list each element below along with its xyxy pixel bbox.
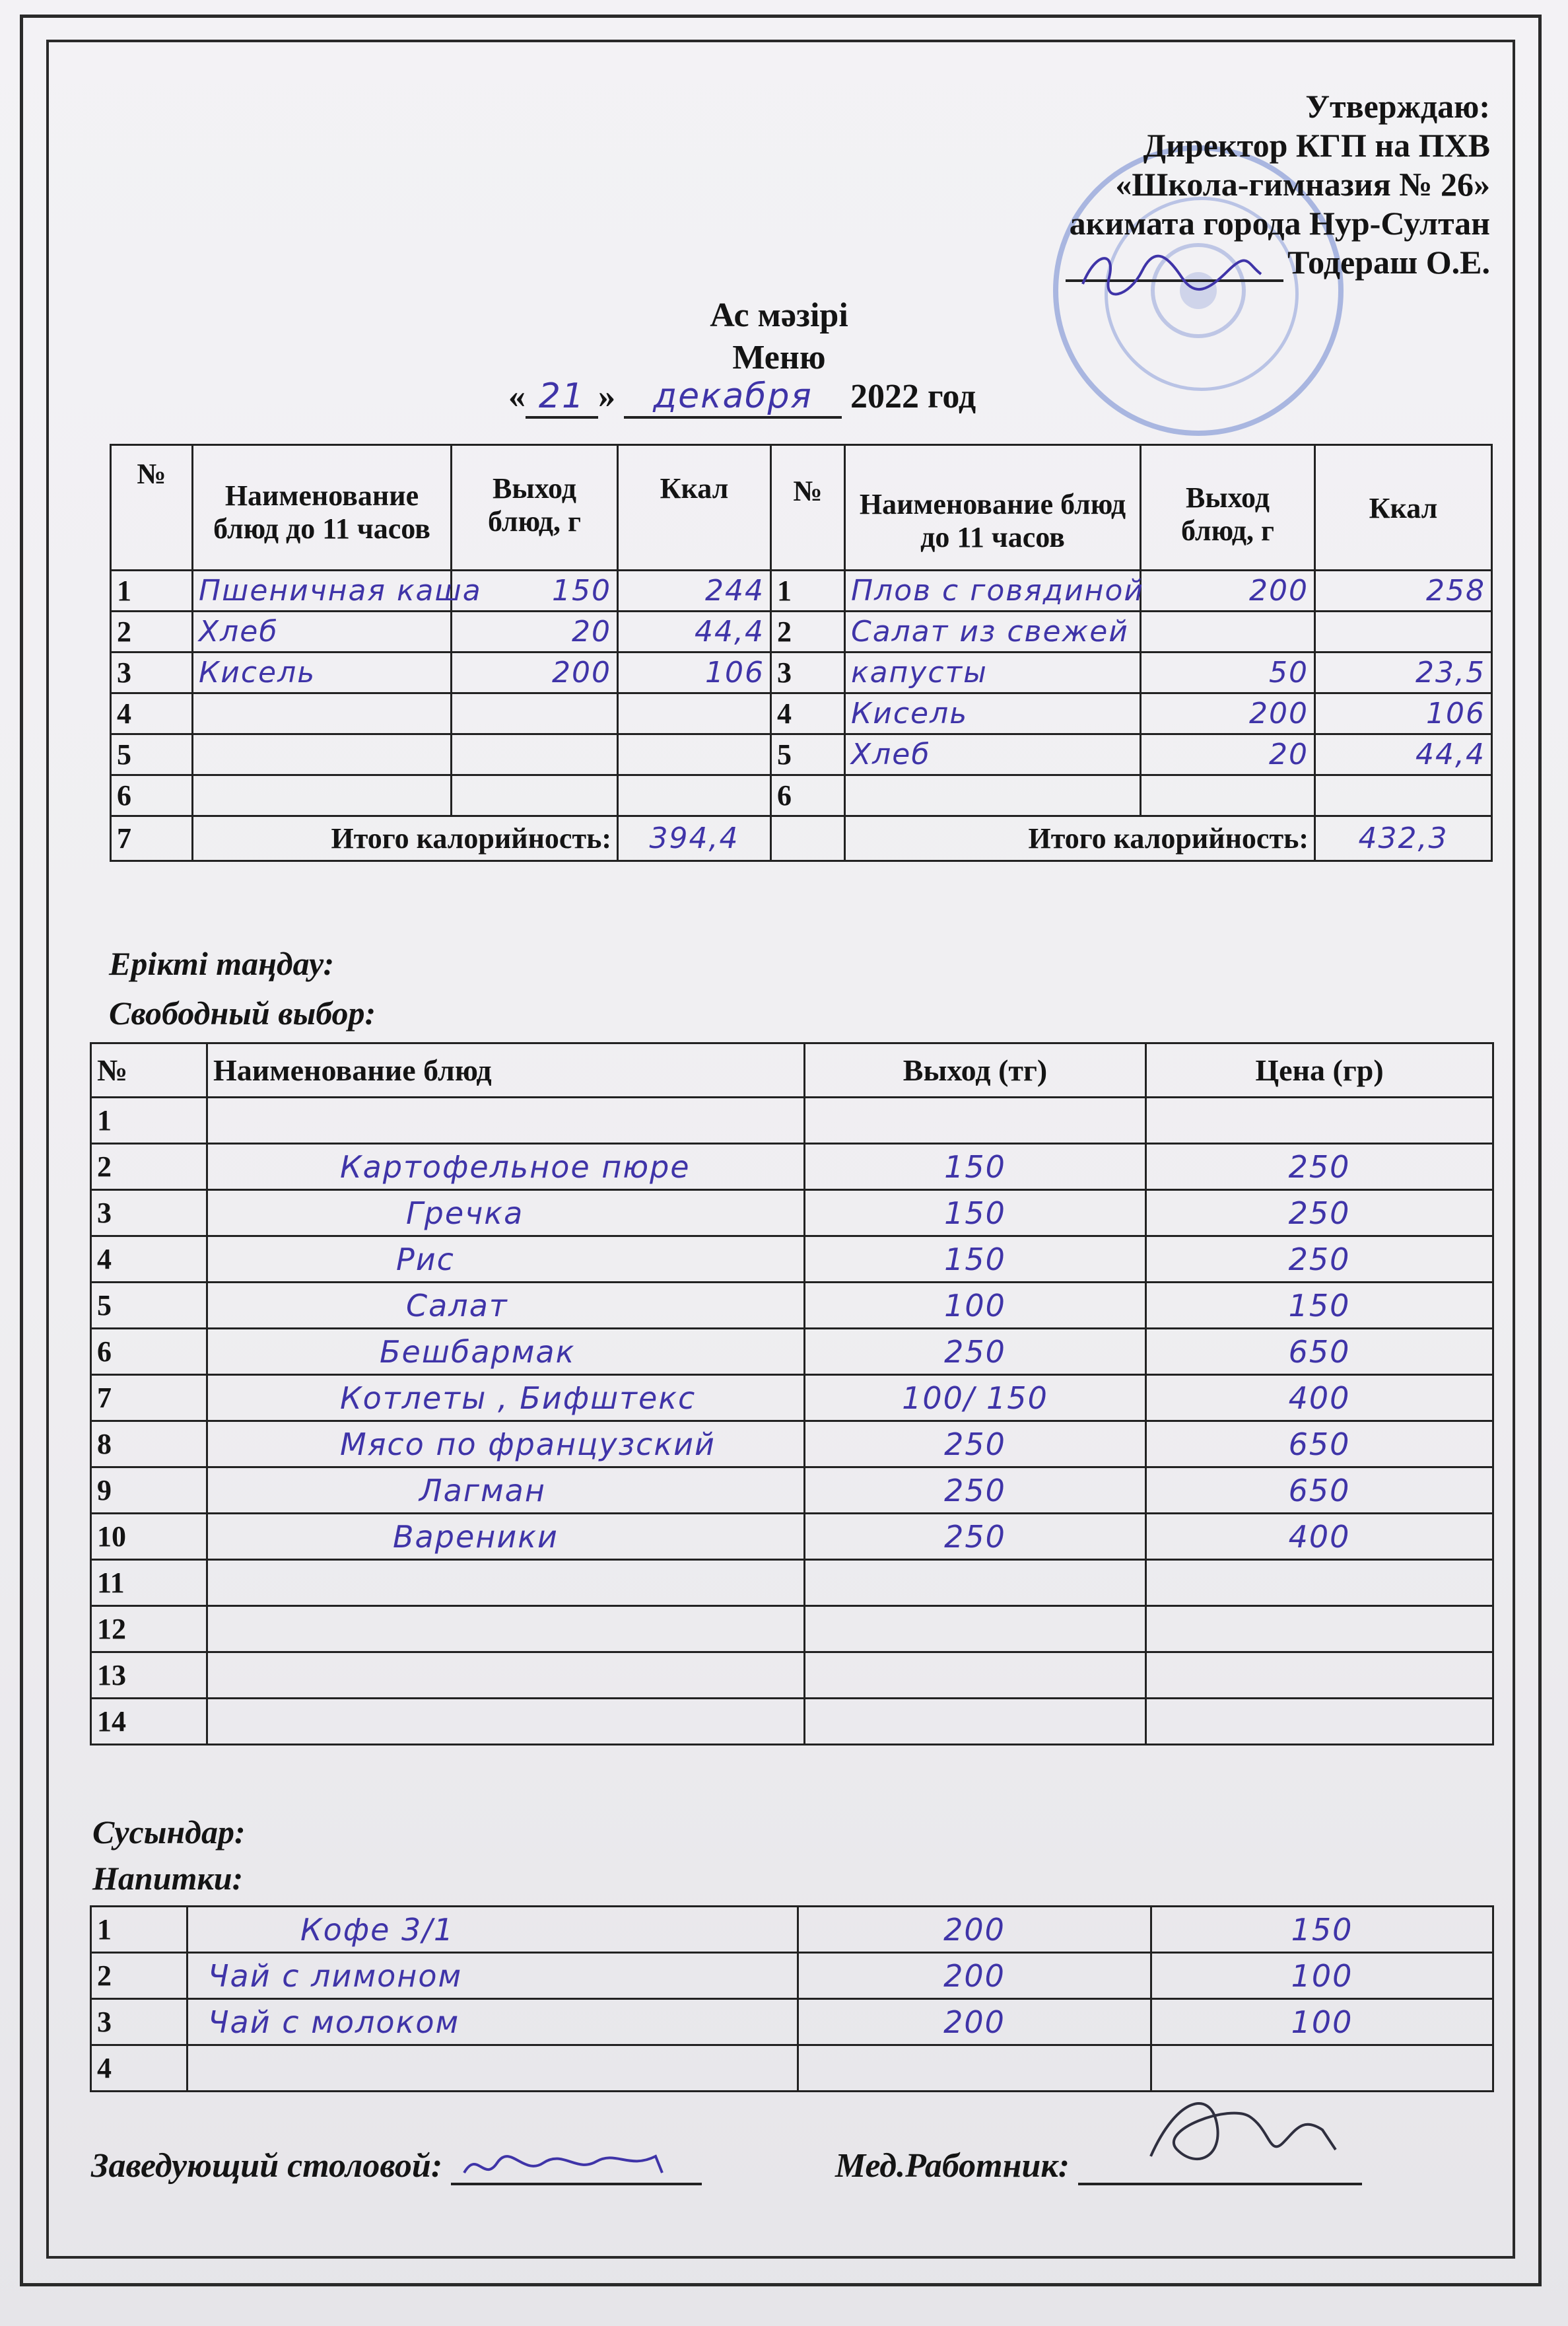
dish-name: Салат — [207, 1283, 805, 1329]
total-row: 7 Итого калорийность: 394,4 Итого калорийность: 432,3 — [111, 816, 1492, 861]
date-month: декабря — [624, 376, 842, 419]
dish-name: Лагман — [207, 1467, 805, 1514]
drinks-label-ru: Напитки: — [92, 1860, 244, 1897]
table-row: 3 Чай с молоком 200 100 — [91, 1999, 1493, 2045]
menu-date — [508, 376, 976, 419]
dish-name: Картофельное пюре — [207, 1144, 805, 1190]
fc-col-price: Цена (гр) — [1146, 1043, 1493, 1098]
dish-name: Кисель — [845, 693, 1141, 734]
table-row: 1 — [91, 1098, 1493, 1144]
menu-title-kz: Ас мәзірі — [710, 297, 848, 334]
dish-name: Мясо по французский — [207, 1421, 805, 1467]
medic-signature-field — [835, 2146, 1362, 2185]
table-row: 3 Кисель 200 106 3 капусты 50 23,5 — [111, 652, 1492, 693]
dish-name: Плов с говядиной — [845, 571, 1141, 612]
approval-title: Утверждаю: — [1305, 88, 1490, 125]
free-choice-label-kz: Ерікті таңдау: — [109, 945, 335, 982]
date-day: 21 — [526, 376, 598, 419]
table-row: 3 Гречка 150 250 — [91, 1190, 1493, 1236]
dish-name: Рис — [207, 1236, 805, 1283]
dish-name: Салат из свежей — [845, 612, 1141, 652]
dish-name: Гречка — [207, 1190, 805, 1236]
drinks-table — [90, 1905, 1494, 2092]
drink-name: Чай с лимоном — [187, 1953, 798, 1999]
table-row: 1 Пшеничная каша 150 244 1 Плов с говядиной 200 258 — [111, 571, 1492, 612]
table-row: 7 Котлеты , Бифштекс 100/ 150 400 — [91, 1375, 1493, 1421]
date-quote-close: » — [598, 378, 615, 415]
canteen-signature — [458, 2143, 695, 2183]
col-name-left: Наименование блюд до 11 часов — [193, 445, 452, 571]
col-kcal-right: Ккал — [1315, 445, 1492, 571]
col-yield-right: Выход блюд, г — [1141, 445, 1315, 571]
table-row: 2 Хлеб 20 44,4 2 Салат из свежей — [111, 612, 1492, 652]
drink-name: Кофе 3/1 — [187, 1907, 798, 1953]
total-right-value: 432,3 — [1315, 816, 1492, 861]
approval-school: «Школа-гимназия № 26» — [1115, 166, 1490, 203]
table-row: 4 4 Кисель 200 106 — [111, 693, 1492, 734]
medic-signature — [1138, 2077, 1355, 2176]
director-signature — [1070, 244, 1268, 304]
table-row: 4 — [91, 2045, 1493, 2092]
table-row: 12 — [91, 1606, 1493, 1652]
table-row: 5 5 Хлеб 20 44,4 — [111, 734, 1492, 775]
dish-name: капусты — [845, 652, 1141, 693]
total-label-right: Итого калорийность: — [845, 816, 1315, 861]
col-name-right: Наименование блюд до 11 часов — [845, 445, 1141, 571]
approval-position: Директор КГП на ПХВ — [1143, 127, 1490, 164]
table-row: 11 — [91, 1560, 1493, 1606]
director-name: Тодераш О.Е. — [1287, 244, 1490, 281]
table-row: 2 Чай с лимоном 200 100 — [91, 1953, 1493, 1999]
col-num-left: № — [111, 445, 193, 571]
table-row: 9 Лагман 250 650 — [91, 1467, 1493, 1514]
menu-title-ru: Меню — [732, 339, 826, 376]
fc-col-num: № — [91, 1043, 207, 1098]
total-label-left: Итого калорийность: — [193, 816, 618, 861]
medic-label: Мед.Работник: — [835, 2147, 1070, 2185]
total-left-value: 394,4 — [618, 816, 771, 861]
menu-table — [110, 444, 1493, 862]
table-row: 13 — [91, 1652, 1493, 1699]
table-row: 2 Картофельное пюре 150 250 — [91, 1144, 1493, 1190]
dish-name: Хлеб — [193, 612, 452, 652]
drink-name: Чай с молоком — [187, 1999, 798, 2045]
fc-col-name: Наименование блюд — [207, 1043, 805, 1098]
fc-col-yield: Выход (тг) — [805, 1043, 1146, 1098]
table-row: 8 Мясо по французский 250 650 — [91, 1421, 1493, 1467]
col-yield-left: Выход блюд, г — [452, 445, 618, 571]
col-kcal-left: Ккал — [618, 445, 771, 571]
date-quote-open: « — [508, 378, 526, 415]
table-row: 10 Вареники 250 400 — [91, 1514, 1493, 1560]
table-row: 14 — [91, 1699, 1493, 1745]
table-row: 6 6 — [111, 775, 1492, 816]
date-year: 2022 год — [850, 378, 976, 415]
dish-name: Хлеб — [845, 734, 1141, 775]
approval-city: акимата города Нур-Султан — [1069, 205, 1490, 242]
free-choice-table — [90, 1042, 1494, 1745]
medic-signature-line — [1078, 2150, 1362, 2185]
dish-name: Пшеничная каша — [193, 571, 452, 612]
drinks-label-kz: Сусындар: — [92, 1814, 246, 1850]
canteen-signature-field — [91, 2146, 702, 2185]
dish-name: Бешбармак — [207, 1329, 805, 1375]
col-num-right: № — [771, 445, 845, 571]
table-row: 5 Салат 100 150 — [91, 1283, 1493, 1329]
table-row: 4 Рис 150 250 — [91, 1236, 1493, 1283]
canteen-label: Заведующий столовой: — [91, 2147, 443, 2185]
table-row: 6 Бешбармак 250 650 — [91, 1329, 1493, 1375]
table-row: 1 Кофе 3/1 200 150 — [91, 1907, 1493, 1953]
free-choice-label-ru: Свободный выбор: — [109, 995, 376, 1032]
dish-name: Котлеты , Бифштекс — [207, 1375, 805, 1421]
dish-name: Вареники — [207, 1514, 805, 1560]
canteen-signature-line — [451, 2150, 702, 2185]
dish-name: Кисель — [193, 652, 452, 693]
